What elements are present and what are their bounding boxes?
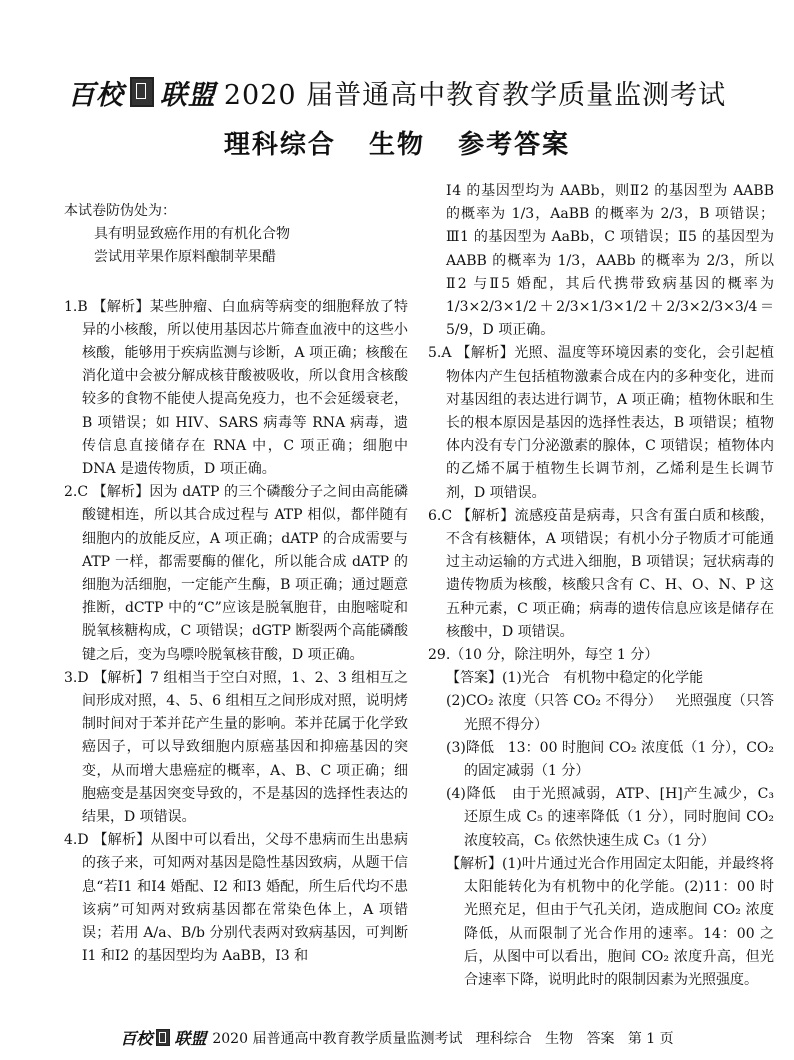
page-subtitle: 理科综合 生物 参考答案 — [223, 130, 571, 160]
footer-brand-logo — [120, 1026, 206, 1049]
answer-item-6: 6.C 【解析】流感疫苗是病毒，只含有蛋白质和核酸，不含有核糖体，A 项错误；有机小分子物质才可能通过主动运输的方式进入细胞，B 项错误；冠状病毒的遗传物质为核酸，核酸只含有 C、H、O、N、P 这五种元素，C 项正确；病毒的遗传信息应该是储存在核酸中，D 项错误。 — [428, 507, 774, 640]
logo-text-right: 联盟 — [159, 79, 216, 111]
answer-item-3: 3.D 【解析】7 组相当于空白对照，1、2、3 组相互之间形成对照，4、5、6 组相互之间形成对照，说明烤制时间对于苯并芘产生量的影响。苯并芘属于化学致癌因子，可以导致细胞内原癌基因和抑癌基因的突变，从而增大患癌症的概率，A、B、C 项正确；细胞癌变是基因突变导致的，不是基因的选择性表达的结果，D 项错误。 — [64, 669, 408, 826]
q29-answer-2: (2)CO₂ 浓度（只答 CO₂ 不得分） 光照强度（只答光照不得分） — [446, 693, 774, 733]
answer-item-4-continued: Ⅰ4 的基因型均为 AABb，则Ⅱ2 的基因型为 AABB 的概率为 1/3，AaBB 的概率为 2/3，B 项错误；Ⅲ1 的基因型为 AaBb，C 项错误；Ⅱ5 的基因型为 AABB 的概率为 1/3，AABb 的概率为 2/3，所以Ⅱ2 与Ⅱ5 婚配，其后代携带致病基因的概率为 1/3×2/3×1/2＋2/3×1/3×1/2＋2/3×2/3×3/4＝5/9，D 项正确。 — [446, 183, 774, 339]
logo-text-left: 百校 — [67, 79, 124, 111]
exam-title-row — [0, 70, 794, 114]
anti-counterfeit-line-1: 具有明显致癌作用的有机化合物 — [94, 226, 290, 243]
brand-logo — [68, 73, 216, 112]
answer-item-1: 1.B 【解析】某些肿瘤、白血病等病变的细胞释放了特异的小核酸，所以使用基因芯片筛查血液中的这些小核酸，能够用于疾病监测与诊断，A 项正确；核酸在消化道中会被分解成核苷酸被吸收，所以食用含核酸较多的食物不能使人提高免疫力，也不会延缓衰老，B 项错误；如 HIV、SARS 病毒等 RNA 病毒，遗传信息直接储存在 RNA 中，C 项正确；细胞中 DNA 是遗传物质，D 项正确。 — [64, 298, 408, 478]
answer-item-5: 5.A 【解析】光照、温度等环境因素的变化，会引起植物体内产生包括植物激素合成在内的多种变化，进而对基因组的表达进行调节，A 项正确；植物休眠和生长的根本原因是基因的选择性表达，B 项错误；植物体内没有专门分泌激素的腺体，C 项错误；植物体内的乙烯不属于植物生长调节剂，乙烯利是生长调节剂，D 项错误。 — [428, 345, 774, 501]
q29-heading: 29.（10 分，除注明外，每空 1 分） — [428, 647, 659, 664]
q29-answer-4: (4)降低 由于光照减弱，ATP、[H]产生减少，C₃ 还原生成 C₅ 的速率降低（1 分），同时胞间 CO₂ 浓度较高，C₅ 依然快速生成 C₃（1 分） — [446, 786, 779, 849]
anti-counterfeit-label: 本试卷防伪处为： — [64, 203, 176, 219]
footer-logo-text-right: 联盟 — [174, 1029, 207, 1048]
anti-counterfeit-note — [64, 200, 408, 270]
right-column — [428, 180, 779, 992]
exam-title: 2020 届普通高中教育教学质量监测考试 — [223, 79, 727, 111]
answer-item-2: 2.C 【解析】因为 dATP 的三个磷酸分子之间由高能磷酸键相连，所以其合成过程与 ATP 相似，都伴随有细胞内的放能反应，A 项正确；dATP 的合成需要与 ATP 一样，都需要酶的催化，所以能合成 dATP 的细胞为活细胞，一定能产生酶，B 项正确；通过题意推断，dCTP 中的“C”应该是脱氧胞苷，由胞嘧啶和脱氧核糖构成，C 项错误；dGTP 断裂两个高能磷酸键之后，变为鸟嘌呤脱氧核苷酸，D 项正确。 — [64, 484, 408, 663]
answer-item-4: 4.D 【解析】从图中可以看出，父母不患病而生出患病的孩子来，可知两对基因是隐性基因致病，从题干信息“若Ⅰ1 和Ⅰ4 婚配、Ⅰ2 和Ⅰ3 婚配，所生后代均不患该病”可知两对致病基因都在常染色体上，A 项错误；若用 A/a、B/b 分别代表两对致病基因，可判断Ⅰ1 和Ⅰ2 的基因型均为 AaBB，Ⅰ3 和 — [64, 832, 408, 965]
footer-logo-text-left: 百校 — [120, 1029, 153, 1048]
q29-analysis: 【解析】(1)叶片通过光合作用固定太阳能，并最终将太阳能转化为有机物中的化学能。(2)11：00 时光照充足，但由于气孔关闭，造成胞间 CO₂ 浓度降低，从而限制了光合作用的速率。14：00 之后，从图中可以看出，胞间 CO₂ 浓度升高，但光合速率下降，说明此时的限制因素为光照强度。 — [446, 855, 774, 988]
q29-answer-3: (3)降低 13：00 时胞间 CO₂ 浓度低（1 分），CO₂ 的固定减弱（1 分） — [446, 739, 779, 780]
footer-text: 2020 届普通高中教育教学质量监测考试 理科综合 生物 答案 第 1 页 — [212, 1030, 674, 1047]
page-header — [0, 70, 794, 161]
footer-seal-icon — [156, 1029, 170, 1046]
seal-icon — [130, 77, 154, 107]
q29-answer-1: 【答案】(1)光合 有机物中稳定的化学能 — [446, 670, 704, 687]
anti-counterfeit-line-2: 尝试用苹果作原料酿制苹果醋 — [94, 249, 276, 266]
left-column — [64, 200, 408, 969]
page-footer — [0, 1026, 794, 1049]
